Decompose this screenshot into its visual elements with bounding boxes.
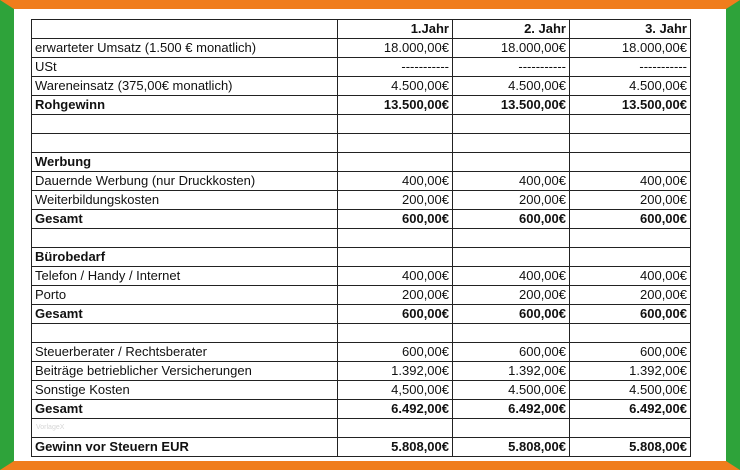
row-label: Gewinn vor Steuern EUR bbox=[32, 438, 338, 457]
row-value-year-3: 4.500,00€ bbox=[570, 381, 691, 400]
row-gesamt-sonstiges bbox=[32, 400, 691, 419]
row-empty bbox=[32, 229, 691, 248]
row-value-year-2: 600,00€ bbox=[453, 305, 570, 324]
row-label: Rohgewinn bbox=[32, 96, 338, 115]
row-value-year-1 bbox=[338, 153, 453, 172]
row-label bbox=[32, 324, 338, 343]
row-value-year-3: 400,00€ bbox=[570, 172, 691, 191]
row-value-year-2: 4.500,00€ bbox=[453, 77, 570, 96]
row-umsatz bbox=[32, 39, 691, 58]
row-value-year-2 bbox=[453, 115, 570, 134]
row-value-year-2: 400,00€ bbox=[453, 172, 570, 191]
row-empty bbox=[32, 115, 691, 134]
row-label: Porto bbox=[32, 286, 338, 305]
row-value-year-1: 6.492,00€ bbox=[338, 400, 453, 419]
row-value-year-3 bbox=[570, 229, 691, 248]
header-label-cell bbox=[32, 20, 338, 39]
row-empty bbox=[32, 419, 691, 438]
row-label: Dauernde Werbung (nur Druckkosten) bbox=[32, 172, 338, 191]
row-value-year-1 bbox=[338, 134, 453, 153]
row-value-year-2: 200,00€ bbox=[453, 191, 570, 210]
row-wareneinsatz bbox=[32, 77, 691, 96]
section-heading: Werbung bbox=[32, 153, 338, 172]
row-value-year-2: 400,00€ bbox=[453, 267, 570, 286]
row-value-year-3: 5.808,00€ bbox=[570, 438, 691, 457]
row-dauernde-werbung bbox=[32, 172, 691, 191]
row-value-year-3: 600,00€ bbox=[570, 210, 691, 229]
row-label bbox=[32, 419, 338, 438]
row-label: Weiterbildungskosten bbox=[32, 191, 338, 210]
row-value-year-2: 200,00€ bbox=[453, 286, 570, 305]
row-value-year-1: ----------- bbox=[338, 58, 453, 77]
row-value-year-1: 600,00€ bbox=[338, 343, 453, 362]
row-value-year-1: 400,00€ bbox=[338, 172, 453, 191]
row-rohgewinn bbox=[32, 96, 691, 115]
row-label: Gesamt bbox=[32, 210, 338, 229]
row-label: Telefon / Handy / Internet bbox=[32, 267, 338, 286]
row-value-year-1: 600,00€ bbox=[338, 210, 453, 229]
row-value-year-3 bbox=[570, 324, 691, 343]
row-ust bbox=[32, 58, 691, 77]
row-value-year-2 bbox=[453, 248, 570, 267]
row-value-year-3: ----------- bbox=[570, 58, 691, 77]
row-label: Gesamt bbox=[32, 305, 338, 324]
row-gesamt-buero bbox=[32, 305, 691, 324]
header-year-1: 1.Jahr bbox=[338, 20, 453, 39]
row-value-year-3: 400,00€ bbox=[570, 267, 691, 286]
row-label: Beiträge betrieblicher Versicherungen bbox=[32, 362, 338, 381]
header-year-3: 3. Jahr bbox=[570, 20, 691, 39]
row-value-year-3: 6.492,00€ bbox=[570, 400, 691, 419]
row-value-year-1: 4,500,00€ bbox=[338, 381, 453, 400]
row-steuerberater bbox=[32, 343, 691, 362]
row-value-year-1: 5.808,00€ bbox=[338, 438, 453, 457]
row-value-year-2: 5.808,00€ bbox=[453, 438, 570, 457]
row-value-year-1 bbox=[338, 248, 453, 267]
row-gesamt-werbung bbox=[32, 210, 691, 229]
row-value-year-1: 400,00€ bbox=[338, 267, 453, 286]
section-buerobedarf bbox=[32, 248, 691, 267]
row-porto bbox=[32, 286, 691, 305]
row-value-year-1 bbox=[338, 229, 453, 248]
row-weiterbildung bbox=[32, 191, 691, 210]
row-sonstige-kosten bbox=[32, 381, 691, 400]
row-telefon bbox=[32, 267, 691, 286]
row-value-year-2: 600,00€ bbox=[453, 210, 570, 229]
row-value-year-2 bbox=[453, 134, 570, 153]
row-label: erwarteter Umsatz (1.500 € monatlich) bbox=[32, 39, 338, 58]
row-label bbox=[32, 229, 338, 248]
row-label: Sonstige Kosten bbox=[32, 381, 338, 400]
row-value-year-1: 600,00€ bbox=[338, 305, 453, 324]
section-werbung bbox=[32, 153, 691, 172]
row-versicherungen bbox=[32, 362, 691, 381]
header-row bbox=[32, 20, 691, 39]
row-label bbox=[32, 115, 338, 134]
row-gewinn-vor-steuern bbox=[32, 438, 691, 457]
row-value-year-2 bbox=[453, 324, 570, 343]
row-value-year-2: 13.500,00€ bbox=[453, 96, 570, 115]
watermark-text: VorlageX bbox=[36, 424, 65, 431]
row-value-year-3: 200,00€ bbox=[570, 286, 691, 305]
row-value-year-3: 600,00€ bbox=[570, 305, 691, 324]
row-value-year-3: 1.392,00€ bbox=[570, 362, 691, 381]
row-value-year-2 bbox=[453, 153, 570, 172]
row-value-year-1: 200,00€ bbox=[338, 191, 453, 210]
row-value-year-2 bbox=[453, 229, 570, 248]
row-label: Gesamt bbox=[32, 400, 338, 419]
row-value-year-1 bbox=[338, 419, 453, 438]
row-empty bbox=[32, 134, 691, 153]
row-value-year-3 bbox=[570, 248, 691, 267]
profit-plan-table bbox=[31, 19, 691, 457]
row-label: USt bbox=[32, 58, 338, 77]
row-value-year-2: 4.500,00€ bbox=[453, 381, 570, 400]
row-value-year-2: 1.392,00€ bbox=[453, 362, 570, 381]
row-value-year-2: 18.000,00€ bbox=[453, 39, 570, 58]
row-value-year-3: 13.500,00€ bbox=[570, 96, 691, 115]
row-value-year-3: 18.000,00€ bbox=[570, 39, 691, 58]
row-value-year-3: 200,00€ bbox=[570, 191, 691, 210]
row-value-year-3 bbox=[570, 115, 691, 134]
row-value-year-1 bbox=[338, 115, 453, 134]
row-value-year-1: 200,00€ bbox=[338, 286, 453, 305]
row-value-year-3: 4.500,00€ bbox=[570, 77, 691, 96]
row-value-year-2: 6.492,00€ bbox=[453, 400, 570, 419]
row-value-year-1 bbox=[338, 324, 453, 343]
row-value-year-2: ----------- bbox=[453, 58, 570, 77]
section-heading: Bürobedarf bbox=[32, 248, 338, 267]
row-value-year-1: 13.500,00€ bbox=[338, 96, 453, 115]
row-value-year-3 bbox=[570, 153, 691, 172]
row-value-year-3 bbox=[570, 419, 691, 438]
row-value-year-2: 600,00€ bbox=[453, 343, 570, 362]
row-value-year-1: 1.392,00€ bbox=[338, 362, 453, 381]
row-label: Steuerberater / Rechtsberater bbox=[32, 343, 338, 362]
header-year-2: 2. Jahr bbox=[453, 20, 570, 39]
row-label: Wareneinsatz (375,00€ monatlich) bbox=[32, 77, 338, 96]
row-empty bbox=[32, 324, 691, 343]
row-value-year-1: 18.000,00€ bbox=[338, 39, 453, 58]
row-value-year-3 bbox=[570, 134, 691, 153]
row-value-year-1: 4.500,00€ bbox=[338, 77, 453, 96]
row-value-year-2 bbox=[453, 419, 570, 438]
row-value-year-3: 600,00€ bbox=[570, 343, 691, 362]
row-label bbox=[32, 134, 338, 153]
